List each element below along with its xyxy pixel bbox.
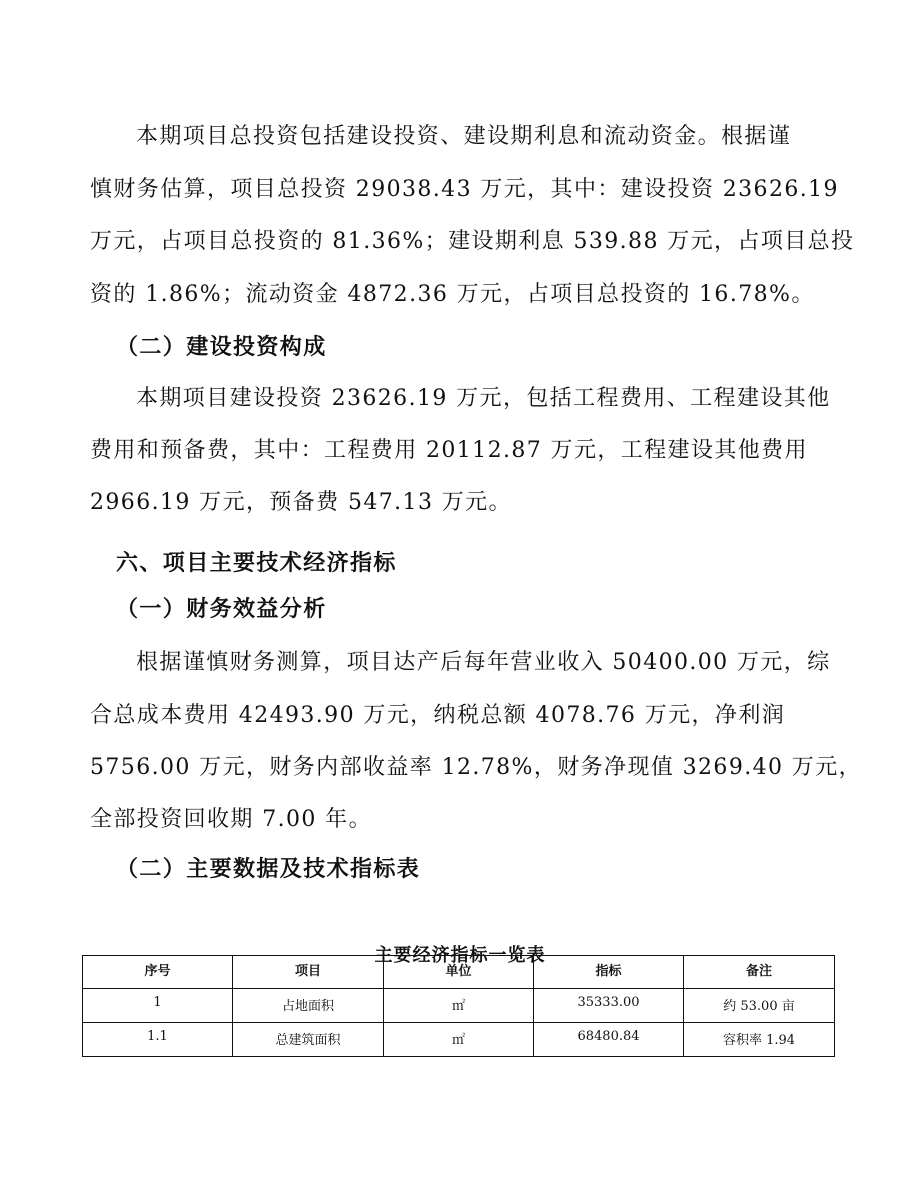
paragraph-finance-line-2: 合总成本费用 42493.90 万元，纳税总额 4078.76 万元，净利润 <box>90 703 786 728</box>
paragraph-finance-line-4: 全部投资回收期 7.00 年。 <box>90 807 372 832</box>
heading-construction-investment: （二）建设投资构成 <box>116 334 327 360</box>
header-remark: 备注 <box>684 956 835 989</box>
cell-serial-number: 1.1 <box>83 1023 233 1057</box>
cell-indicator: 68480.84 <box>534 1023 684 1057</box>
paragraph-finance-line-1: 根据谨慎财务测算，项目达产后每年营业收入 50400.00 万元，综 <box>136 650 831 675</box>
table-row <box>83 989 835 1023</box>
section-six-title: 六、项目主要技术经济指标 <box>116 550 397 576</box>
table-title: 主要经济指标一览表 <box>374 945 546 966</box>
paragraph-construction-line-1: 本期项目建设投资 23626.19 万元，包括工程费用、工程建设其他 <box>136 386 831 411</box>
paragraph-finance-line-3: 5756.00 万元，财务内部收益率 12.78%，财务净现值 3269.40 万元， <box>90 755 863 780</box>
cell-remark: 容积率 1.94 <box>684 1023 835 1057</box>
paragraph-construction-line-2: 费用和预备费，其中：工程费用 20112.87 万元，工程建设其他费用 <box>90 438 808 463</box>
cell-serial-number: 1 <box>83 989 233 1023</box>
cell-unit: ㎡ <box>384 989 534 1023</box>
heading-financial-benefit: （一）财务效益分析 <box>116 596 327 622</box>
paragraph-construction-line-3: 2966.19 万元，预备费 547.13 万元。 <box>90 490 512 515</box>
cell-item: 占地面积 <box>233 989 384 1023</box>
cell-indicator: 35333.00 <box>534 989 684 1023</box>
table-row <box>83 1023 835 1057</box>
header-item: 项目 <box>233 956 384 989</box>
paragraph-investment-line-4: 资的 1.86%；流动资金 4872.36 万元，占项目总投资的 16.78%。 <box>90 282 815 307</box>
paragraph-investment-line-1: 本期项目总投资包括建设投资、建设期利息和流动资金。根据谨 <box>136 124 792 149</box>
cell-item: 总建筑面积 <box>233 1023 384 1057</box>
cell-unit: ㎡ <box>384 1023 534 1057</box>
economic-indicators-table <box>82 955 835 1057</box>
paragraph-investment-line-2: 慎财务估算，项目总投资 29038.43 万元，其中：建设投资 23626.19 <box>90 177 839 202</box>
header-serial-number: 序号 <box>83 956 233 989</box>
cell-remark: 约 53.00 亩 <box>684 989 835 1023</box>
paragraph-investment-line-3: 万元，占项目总投资的 81.36%；建设期利息 539.88 万元，占项目总投 <box>90 229 855 254</box>
table-header-row <box>83 956 835 989</box>
header-unit: 单位 <box>384 956 534 989</box>
header-indicator: 指标 <box>534 956 684 989</box>
heading-main-data-table: （二）主要数据及技术指标表 <box>116 856 421 882</box>
